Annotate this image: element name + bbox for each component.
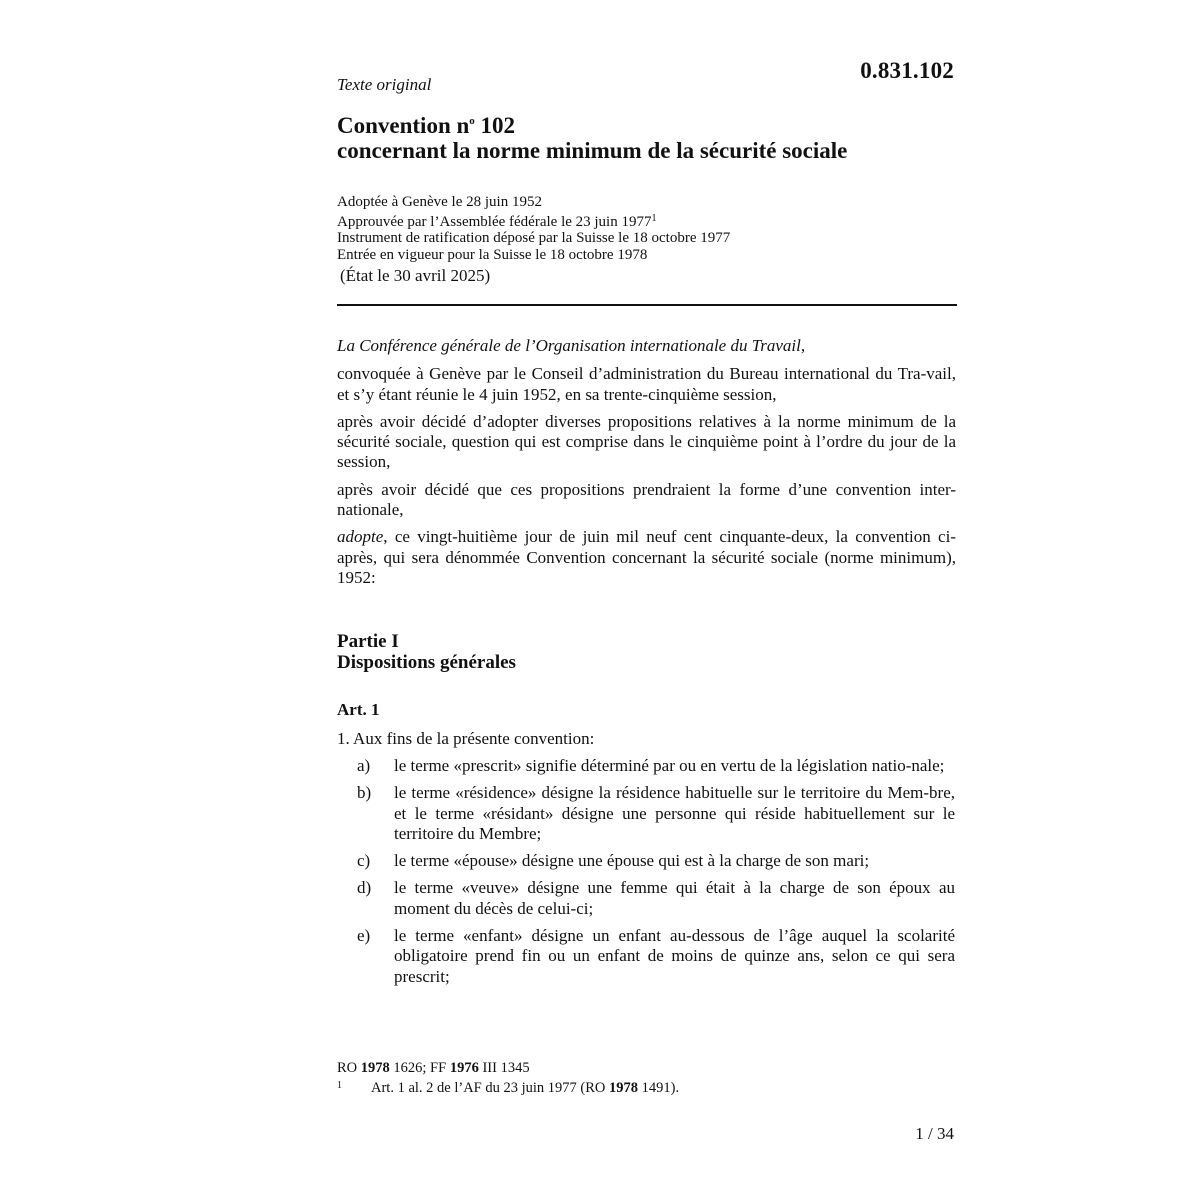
- ro-year: 1978: [360, 1060, 390, 1076]
- preamble-paragraph: convoquée à Genève par le Conseil d’administration du Bureau international du Tra-vail, et s’y étant réunie le 4 juin 1952, en sa trente-cinquième session,: [337, 364, 956, 404]
- definition-text: le terme «résidence» désigne la résidence habituelle sur le territoire du Mem-bre, et le terme «résidant» désigne une personne qui réside habituellement sur le territoire du Membre;: [394, 783, 955, 843]
- title-number: 102: [474, 113, 516, 138]
- title-line-1: [337, 109, 957, 138]
- approved-text: Approuvée par l’Assemblée fédérale le 23 juin 1977: [337, 213, 652, 230]
- original-text-label: Texte original: [337, 75, 432, 94]
- definition-letter: c): [357, 851, 371, 871]
- title-sup: o: [469, 115, 475, 127]
- adoption-info: [337, 194, 957, 263]
- definition-item: [357, 878, 955, 919]
- preamble-conference: La Conférence générale de l’Organisation internationale du Travail,: [337, 336, 806, 355]
- adopte-word: adopte: [337, 527, 384, 547]
- definition-text: le terme «veuve» désigne une femme qui était à la charge de son époux au moment du décès de celui-ci;: [394, 878, 955, 918]
- ff-rest: III 1345: [478, 1060, 530, 1076]
- source-reference: [337, 1059, 957, 1077]
- article-heading: Art. 1: [337, 700, 380, 719]
- definition-item: [357, 783, 955, 844]
- document-title: [337, 109, 957, 163]
- definition-item: [357, 756, 955, 776]
- title-divider: [337, 304, 957, 306]
- page-number: 1 / 34: [915, 1124, 954, 1143]
- definition-text: le terme «prescrit» signifie déterminé par ou en vertu de la législation natio-nale;: [394, 756, 945, 775]
- preamble-adopte-paragraph: [337, 527, 956, 588]
- ff-year: 1976: [449, 1060, 479, 1076]
- article-intro: 1. Aux fins de la présente convention:: [337, 729, 595, 748]
- part-number: Partie I: [337, 631, 399, 652]
- title-prefix: Convention n: [337, 113, 470, 138]
- definition-letter: b): [357, 783, 372, 803]
- footnote-ref-1[interactable]: 1: [651, 212, 657, 224]
- ratification-line: Instrument de ratification déposé par la Suisse le 18 octobre 1977: [337, 230, 731, 246]
- definition-letter: e): [357, 926, 371, 946]
- definition-text: le terme «enfant» désigne un enfant au-dessous de l’âge auquel la scolarité obligatoire prend fin ou un enfant de moins de quinze ans, selon ce qui sera prescrit;: [394, 926, 955, 986]
- ro-label: RO: [337, 1060, 361, 1076]
- preamble-paragraph: après avoir décidé que ces propositions prendraient la forme d’une convention inter-nationale,: [337, 479, 956, 520]
- in-force-line: Entrée en vigueur pour la Suisse le 18 octobre 1978: [337, 246, 648, 263]
- sr-number: 0.831.102: [860, 58, 954, 83]
- approved-line: [337, 211, 957, 231]
- footnote-text: Art. 1 al. 2 de l’AF du 23 juin 1977 (RO: [371, 1080, 610, 1096]
- title-line-2: concernant la norme minimum de la sécurité sociale: [337, 138, 848, 163]
- adopted-line: Adoptée à Genève le 28 juin 1952: [337, 194, 542, 210]
- preamble-paragraph: après avoir décidé d’adopter diverses propositions relatives à la norme minimum de la sécurité sociale, question qui est comprise dans le cinquième point à l’ordre du jour de la session,: [337, 411, 956, 472]
- definitions-list: [357, 756, 955, 994]
- definition-text: le terme «épouse» désigne une épouse qui est à la charge de son mari;: [394, 851, 870, 871]
- footnote-number: 1: [337, 1080, 342, 1091]
- footnote-1: [337, 1077, 957, 1097]
- preamble: [337, 336, 956, 595]
- definition-item: [357, 851, 955, 871]
- status-date: (État le 30 avril 2025): [340, 266, 491, 285]
- part-title: Dispositions générales: [337, 652, 516, 673]
- footnote-text-end: 1491).: [638, 1080, 680, 1096]
- ro-page: 1626; FF: [389, 1060, 450, 1076]
- part-heading: [337, 631, 957, 673]
- footnotes: [337, 1059, 957, 1097]
- definition-letter: a): [357, 756, 371, 775]
- footnote-year: 1978: [609, 1080, 639, 1096]
- definition-letter: d): [357, 878, 372, 898]
- adopte-rest: , ce vingt-huitième jour de juin mil neuf cent cinquante-deux, la convention ci-après, qui sera dénommée Convention concernant la sécurité sociale (norme minimum), 1952:: [337, 527, 956, 587]
- definition-item: [357, 926, 955, 987]
